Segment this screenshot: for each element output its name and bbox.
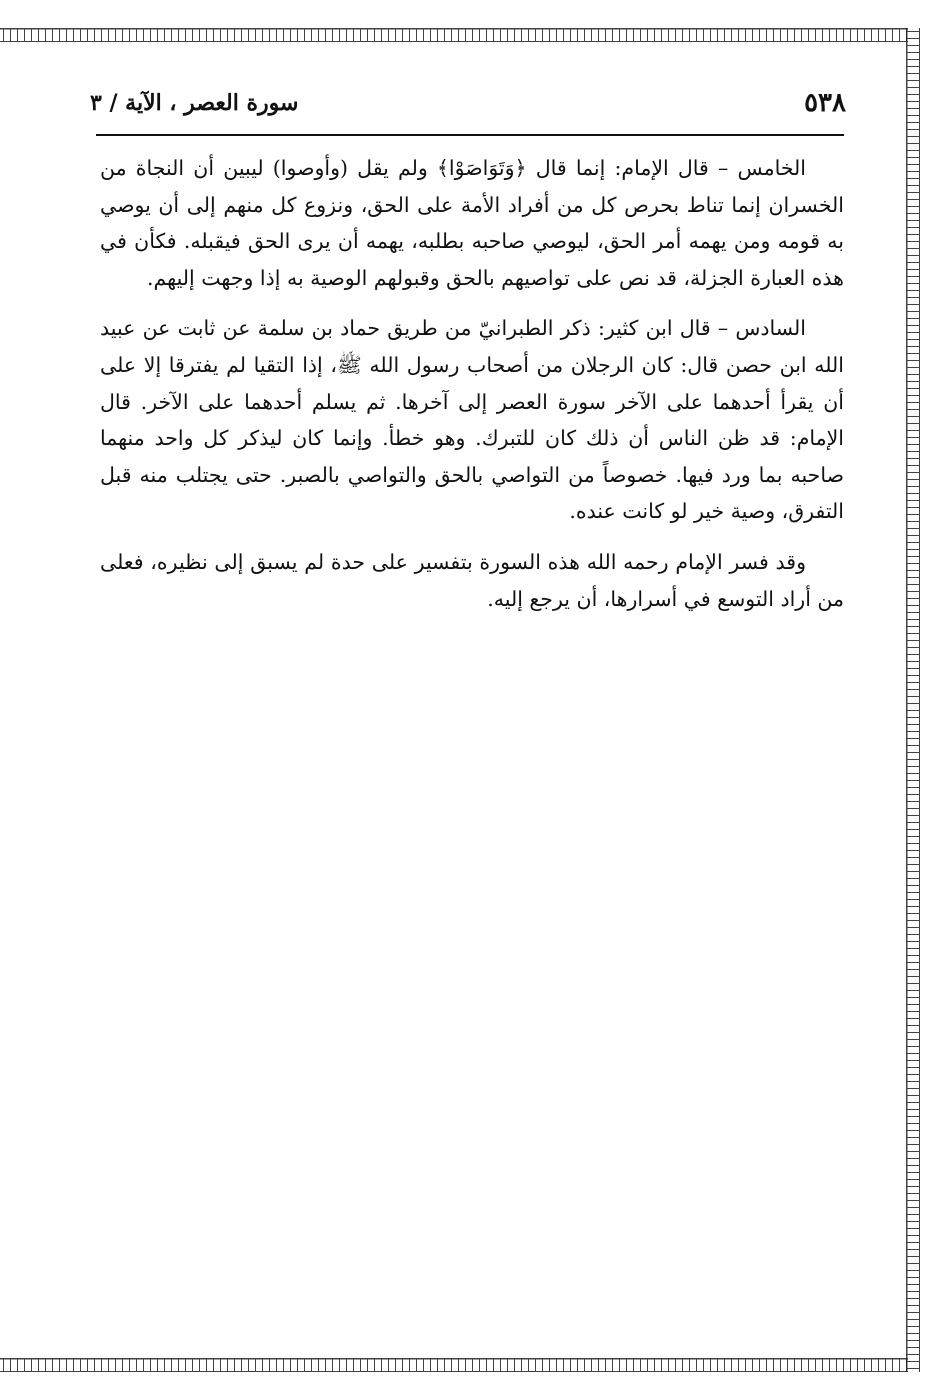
header-rule — [96, 134, 844, 136]
paragraph-sixth: السادس – قال ابن كثير: ذكر الطبرانيّ من طريق حماد بن سلمة عن ثابت عن عبيد الله ابن حصن قال: كان الرجلان من أصحاب رسول الله ﷺ، إذا التقيا لم يفترقا إلا على أن يقرأ أحدهما على الآخر سورة العصر إلى آخرها. ثم يسلم أحدهما على الآخر. قال الإمام: قد ظن الناس أن ذلك كان للتبرك. وهو خطأ. وإنما كان ليذكر كل واحد منهما صاحبه بما ورد فيها. خصوصاً من التواصي بالحق والتواصي بالصبر. حتى يجتلب منه قبل التفرق، وصية خير لو كانت عنده. — [100, 316, 844, 524]
paragraph-closing: وقد فسر الإمام رحمه الله هذه السورة بتفسير على حدة لم يسبق إلى نظيره، فعلى من أراد التوسع في أسرارها، أن يرجع إليه. — [100, 549, 844, 611]
page-border-top — [0, 28, 908, 42]
page-number: ٥٣٨ — [804, 88, 846, 118]
page-border-right — [906, 28, 920, 1372]
body-text — [100, 150, 844, 631]
running-title: سورة العصر ، الآية / ٣ — [90, 90, 299, 116]
page-border-bottom — [0, 1358, 908, 1372]
page-header — [90, 88, 846, 132]
paragraph-fifth: الخامس – قال الإمام: إنما قال ﴿وَتَوَاصَوْا﴾ ولم يقل (وأوصوا) ليبين أن النجاة من الخسران إنما تناط بحرص كل من أفراد الأمة على الحق، ونزوع كل منهم إلى أن يوصي به قومه ومن يهمه أمر الحق، ليوصي صاحبه بطلبه، يهمه أن يرى الحق فيقبله. فكأن في هذه العبارة الجزلة، قد نص على تواصيهم بالحق وقبولهم الوصية به إذا وجهت إليهم. — [100, 156, 844, 290]
